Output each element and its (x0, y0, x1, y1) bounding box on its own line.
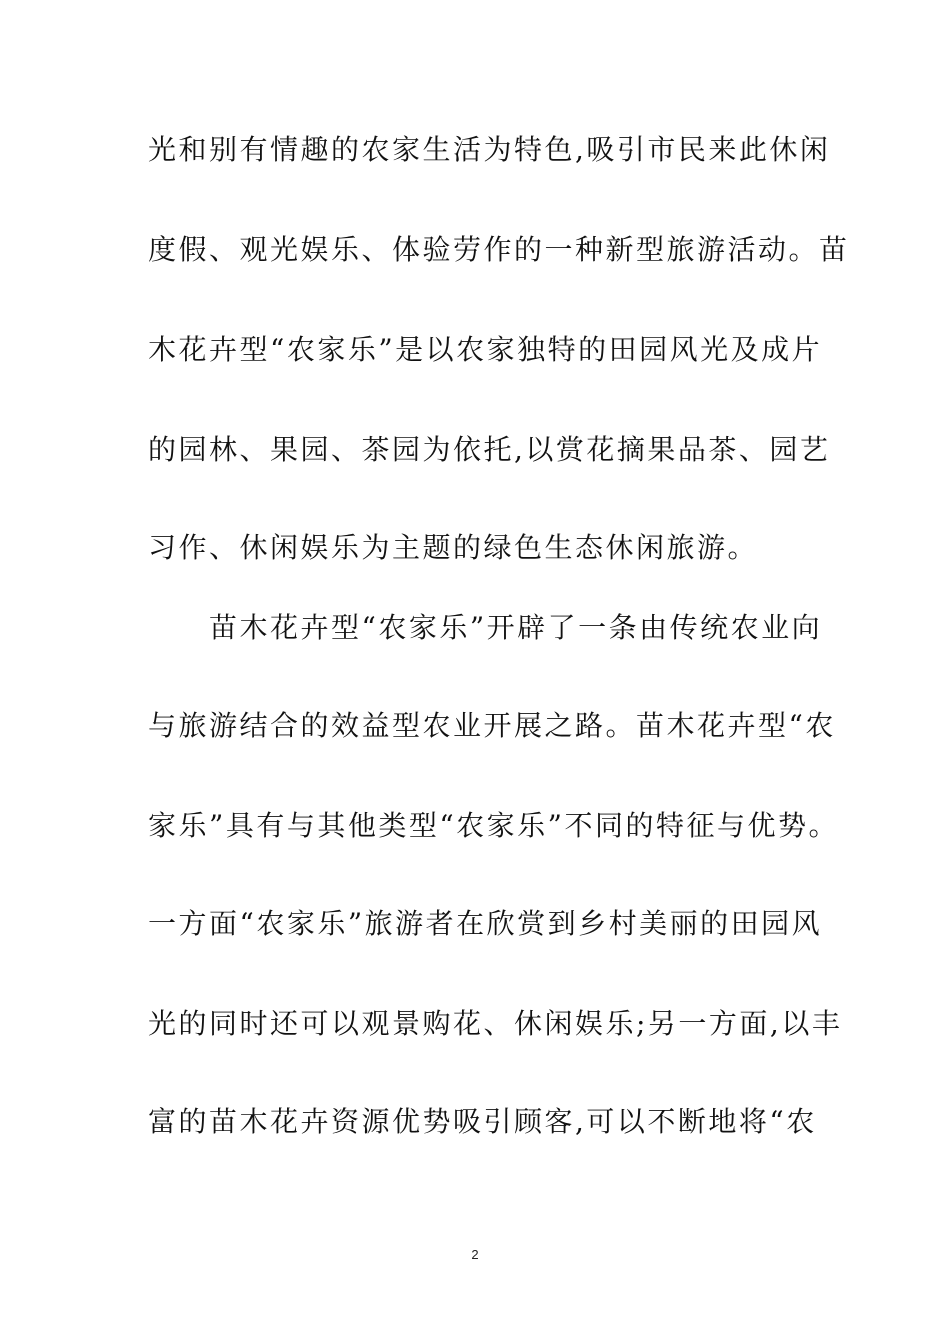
page-number: 2 (471, 1247, 479, 1262)
text-line: 光和别有情趣的农家生活为特色,吸引市民来此休闲 (148, 133, 831, 166)
text-line: 一方面“农家乐”旅游者在欣赏到乡村美丽的田园风 (148, 907, 823, 940)
text-line: 家乐”具有与其他类型“农家乐”不同的特征与优势。 (148, 809, 839, 842)
text-line: 的园林、果园、茶园为依托,以赏花摘果品茶、园艺 (148, 433, 831, 466)
text-line: 习作、休闲娱乐为主题的绿色生态休闲旅游。 (148, 531, 759, 564)
text-line: 光的同时还可以观景购花、休闲娱乐;另一方面,以丰 (148, 1007, 843, 1040)
text-line: 木花卉型“农家乐”是以农家独特的田园风光及成片 (148, 333, 823, 366)
text-line: 富的苗木花卉资源优势吸引顾客,可以不断地将“农 (148, 1105, 817, 1138)
paragraph-start-line: 苗木花卉型“农家乐”开辟了一条由传统农业向 (148, 611, 823, 644)
text-line: 度假、观光娱乐、体验劳作的一种新型旅游活动。苗 (148, 233, 850, 266)
text-line: 与旅游结合的效益型农业开展之路。苗木花卉型“农 (148, 709, 836, 742)
